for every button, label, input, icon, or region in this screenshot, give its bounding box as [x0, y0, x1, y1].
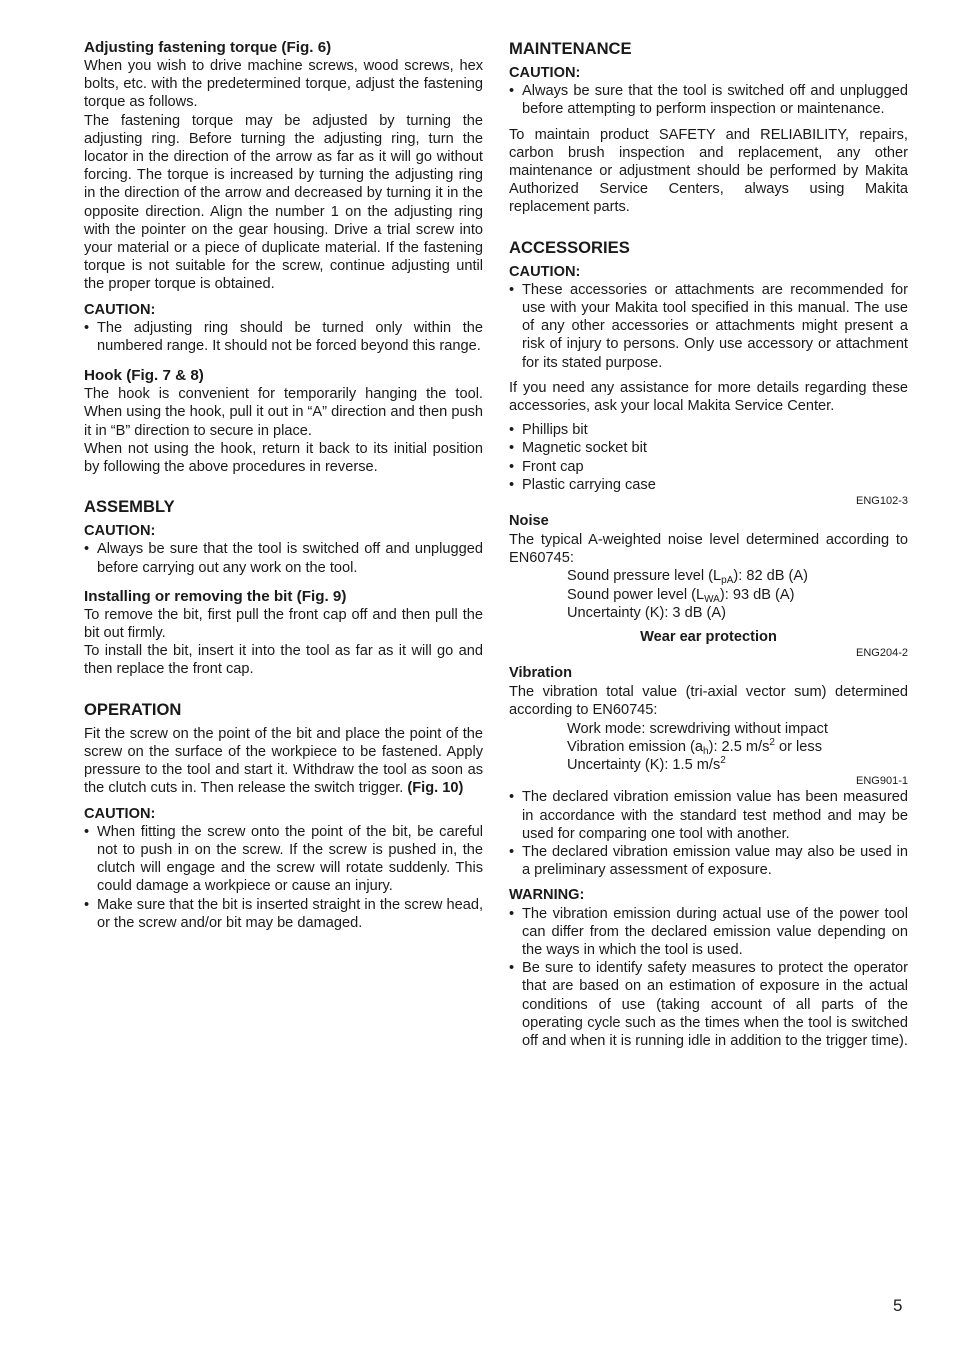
adjusting-caution-label: CAUTION: — [84, 301, 156, 318]
sound-power-level: Sound power level $(L_{WA})$: 93 dB (A) — [567, 586, 795, 605]
accessories-caution-item: • These accessories or attachments are recommended for use with your Makita tool specified in this manual. The use of any other accessories or attachments might present a risk of injury to persons. Only use accessory or attachment for its stated purpose. — [509, 281, 908, 372]
doc-ref-eng901: ENG901-1 — [856, 775, 908, 788]
vibration-note-item-2: • The declared vibration emission value may also be used in a preliminary assessment of exposure. — [509, 843, 908, 879]
install-bit-para-2: To install the bit, insert it into the tool as far as it will go and then replace the front cap. — [84, 643, 483, 678]
accessories-heading: ACCESSORIES — [509, 237, 630, 257]
operation-fig-ref: (Fig. 10) — [407, 780, 464, 797]
operation-caution-item-1: • When fitting the screw onto the point of the bit, be careful not to push in on the screw. If the screw is pushed in, the clutch will engage and the screw will rotate suddenly. This could damage a workpiece or cause an injury. — [84, 823, 483, 896]
noise-uncertainty: Uncertainty (K): 3 dB (A) — [567, 604, 726, 621]
warning-item-1: • The vibration emission during actual use of the power tool can differ from the declared emission value depending on the ways in which the tool is used. — [509, 905, 908, 960]
warning-label: WARNING: — [509, 887, 585, 904]
accessory-item: • Front cap — [509, 458, 908, 476]
assembly-heading: ASSEMBLY — [84, 497, 175, 517]
vibration-uncertainty: Uncertainty (K): 1.5 $m/s^2$ — [567, 755, 726, 774]
adjusting-caution-list — [84, 319, 483, 355]
operation-para — [84, 725, 483, 798]
install-bit-para-1: To remove the bit, first pull the front cap off and then pull the bit out firmly. — [84, 606, 483, 642]
left-column — [84, 38, 483, 932]
accessory-item: • Magnetic socket bit — [509, 439, 908, 457]
vibration-para: The vibration total value (tri-axial vector sum) determined according to EN60745: — [509, 684, 908, 719]
assembly-caution-list — [84, 540, 483, 576]
adjusting-caution-item: • The adjusting ring should be turned only within the numbered range. It should not be forced beyond this range. — [84, 319, 483, 355]
accessories-caution-list — [509, 281, 908, 372]
page-number: 5 — [893, 1296, 903, 1315]
wear-ear-protection: Wear ear protection — [640, 629, 777, 646]
operation-caution-item-2: • Make sure that the bit is inserted straight in the screw head, or the screw and/or bit may be damaged. — [84, 896, 483, 932]
noise-para: The typical A-weighted noise level determined according to EN60745: — [509, 532, 908, 567]
vibration-notes-list — [509, 788, 908, 879]
accessories-list — [509, 421, 908, 494]
operation-para-text: Fit the screw on the point of the bit and place the point of the screw on the surface of the workpiece to be fastened. Apply pressure to the tool and start it. Withdraw the tool as soon as the clutch cuts in. Then release the switch trigger. — [84, 725, 483, 797]
hook-para-1: The hook is convenient for temporarily hanging the tool. When using the hook, pull it out in “A” direction and then push it in “B” direction to secure in place. — [84, 386, 483, 439]
warning-list — [509, 905, 908, 1051]
hook-heading: Hook (Fig. 7 & 8) — [84, 367, 204, 385]
noise-heading: Noise — [509, 513, 549, 530]
operation-heading: OPERATION — [84, 699, 182, 719]
accessory-item: • Phillips bit — [509, 421, 908, 439]
adjusting-torque-heading: Adjusting fastening torque (Fig. 6) — [84, 39, 332, 56]
warning-item-2: • Be sure to identify safety measures to protect the operator that are based on an estimation of exposure in the actual conditions of use (taking account of all parts of the operating cycle such as the times when the tool is switched off and when it is running idle in addition to the trigger time). — [509, 959, 908, 1050]
maintenance-caution-list — [509, 82, 908, 118]
vibration-note-item-1: • The declared vibration emission value has been measured in accordance with the standard test method and may be used for comparing one tool with another. — [509, 788, 908, 843]
assembly-caution-item: • Always be sure that the tool is switched off and unplugged before carrying out any work on the tool. — [84, 540, 483, 576]
install-bit-heading: Installing or removing the bit (Fig. 9) — [84, 587, 347, 605]
maintenance-heading: MAINTENANCE — [509, 39, 632, 58]
sound-pressure-level: Sound pressure level $(L_{pA})$: 82 dB (A) — [567, 568, 808, 587]
maintenance-para: To maintain product SAFETY and RELIABILITY, repairs, carbon brush inspection and replacement, any other maintenance or adjustment should be performed by Makita Authorized Service Centers, always using Makita replacement parts. — [509, 126, 908, 216]
accessory-item: • Plastic carrying case — [509, 476, 908, 494]
doc-ref-eng204: ENG204-2 — [856, 647, 908, 660]
adjusting-torque-para-1: When you wish to drive machine screws, wood screws, hex bolts, etc. with the predetermined torque, adjust the fastening torque as follows. — [84, 58, 483, 111]
accessories-caution-label: CAUTION: — [509, 263, 581, 280]
maintenance-caution-label: CAUTION: — [509, 65, 581, 81]
right-column — [509, 38, 908, 1050]
vibration-heading: Vibration — [509, 665, 572, 682]
vibration-emission: Vibration emission $(a_h)$: 2.5 $m/s^2$ or less — [567, 736, 823, 757]
vibration-work-mode: Work mode: screwdriving without impact — [567, 720, 828, 737]
maintenance-caution-item: • Always be sure that the tool is switched off and unplugged before attempting to perform inspection or maintenance. — [509, 82, 908, 118]
hook-para-2: When not using the hook, return it back to its initial position by following the above procedures in reverse. — [84, 440, 483, 476]
operation-caution-label: CAUTION: — [84, 805, 156, 822]
assembly-caution-label: CAUTION: — [84, 523, 156, 540]
adjusting-torque-para-2: The fastening torque may be adjusted by turning the adjusting ring. Before turning the adjusting ring, turn the locator in the direction of the arrow as far as it will go without forcing. The torque is increased by turning the adjusting ring in the direction of the arrow and decreased by turning it in the opposite direction. Align the number 1 on the adjusting ring with the pointer on the gear housing. Drive a trial screw into your material or a piece of duplicate material. If the fastening torque is not suitable for the screw, continue adjusting until the proper torque is obtained. — [84, 112, 483, 293]
accessories-para: If you need any assistance for more details regarding these accessories, ask your local Makita Service Center. — [509, 379, 908, 415]
doc-ref-eng102: ENG102-3 — [856, 495, 908, 508]
operation-caution-list — [84, 823, 483, 932]
